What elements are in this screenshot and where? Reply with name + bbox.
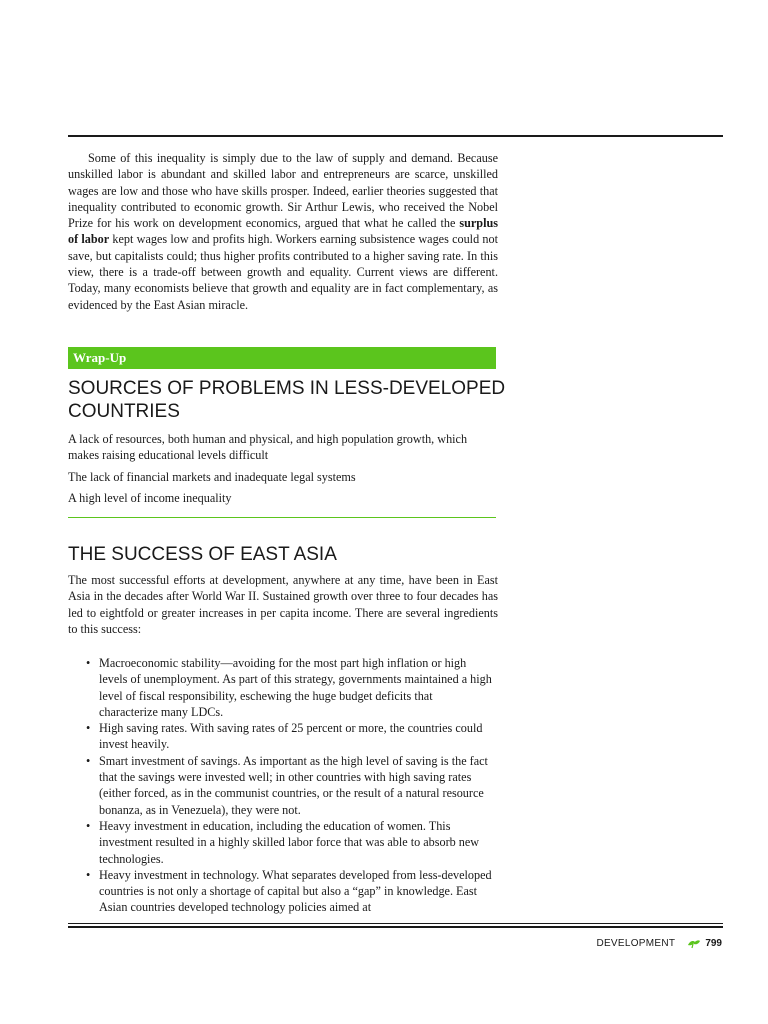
wrapup-label: Wrap-Up — [73, 350, 127, 365]
key-term-surplus-of-labor: surplus of labor — [68, 216, 498, 247]
wrapup-list — [68, 431, 498, 511]
wrapup-title: SOURCES OF PROBLEMS IN LESS-DEVELOPED COUNTRIES — [68, 378, 506, 422]
page-footer — [596, 938, 722, 949]
wrapup-item: A high level of income inequality — [68, 490, 232, 505]
page-number: 799 — [705, 938, 722, 949]
intro-text-start: Some of this inequality is simply due to the law of supply and demand. Because unskilled labor is abundant and skilled labor and entrepreneurs are scarce, unskilled wages are low and those who have skills prosper. Indeed, earlier theories suggested that inequality contributed to economic growth. Sir Arthur Lewis, who received the Nobel Prize for his work on development economics, argued that what he called the — [68, 151, 498, 231]
intro-text-end: kept wages low and profits high. Workers earning subsistence wages could not save, but capitalists could; thus higher profits contributed to a higher saving rate. In this view, there is a trade-off between growth and equality. Current views are different. Today, many economists believe that growth and equality are in fact complementary, as evidenced by the East Asian miracle. — [68, 232, 498, 312]
top-rule — [68, 135, 723, 137]
list-item: • Heavy investment in technology. What separates developed from less-developed countries is not only a shortage of capital but also a “gap” in knowledge. East Asian countries developed technology policies aimed at — [86, 867, 494, 916]
bottom-rule-thick — [68, 926, 723, 928]
section-title: THE SUCCESS OF EAST ASIA — [68, 544, 337, 565]
list-item: • Smart investment of savings. As important as the high level of saving is the fact that the savings were invested well; in other countries with high saving rates (either forced, as in the communist countries, or the result of a natural resource bonanza, as in Venezuela), they were not. — [86, 753, 494, 818]
green-leaf-icon — [687, 939, 701, 949]
intro-paragraph — [68, 150, 498, 313]
footer-section-name: DEVELOPMENT — [596, 938, 676, 949]
wrapup-item: A lack of resources, both human and physical, and high population growth, which makes raising educational levels difficult — [68, 432, 468, 463]
wrapup-divider — [68, 517, 496, 518]
wrapup-banner — [68, 347, 496, 369]
bottom-rule-thin — [68, 923, 723, 924]
list-item: • Macroeconomic stability—avoiding for the most part high inflation or high levels of unemployment. As part of this strategy, governments maintained a high level of fiscal responsibility, eschewing the huge budget deficits that characterize many LDCs. — [86, 655, 494, 720]
list-item: • High saving rates. With saving rates of 25 percent or more, the countries could invest heavily. — [86, 720, 494, 753]
success-factors-list — [86, 655, 494, 916]
list-item: • Heavy investment in education, including the education of women. This investment resulted in a highly skilled labor force that was able to absorb new technologies. — [86, 818, 494, 867]
section-paragraph: The most successful efforts at development, anywhere at any time, have been in East Asia in the decades after World War II. Sustained growth over three to four decades has led to eightfold or greater increases in per capita income. There are several ingredients to this success: — [68, 573, 498, 636]
wrapup-item: The lack of financial markets and inadequate legal systems — [68, 469, 356, 484]
